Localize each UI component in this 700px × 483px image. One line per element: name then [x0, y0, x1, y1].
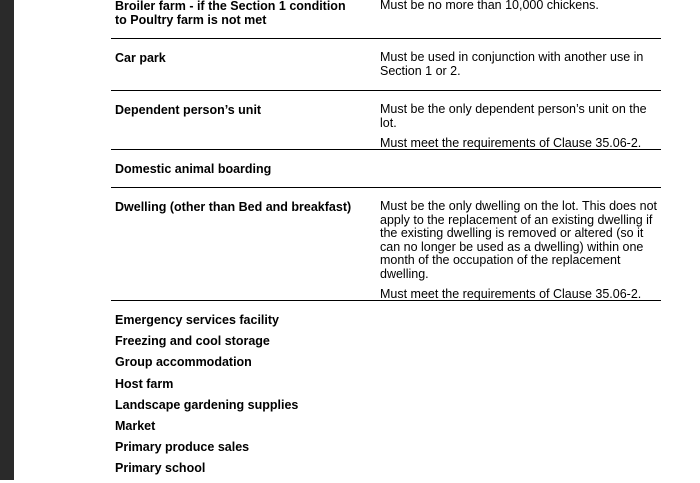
condition-text: Must meet the requirements of Clause 35.06-2.: [380, 287, 642, 301]
list-item: Freezing and cool storage: [115, 334, 270, 349]
use-name-broiler-farm: Broiler farm - if the Section 1 condition to Poultry farm is not met: [115, 0, 346, 27]
window-left-edge: [0, 0, 14, 480]
conditions-broiler-farm: [380, 0, 662, 20]
document-page: [14, 0, 700, 480]
list-item: Landscape gardening supplies: [115, 397, 299, 412]
use-name-domestic-animal-boarding: Domestic animal boarding: [115, 162, 272, 176]
list-item: Group accommodation: [115, 355, 252, 370]
condition-text: Must be the only dwelling on the lot. This does not apply to the replacement of an existing dwelling if the existing dwelling is removed or altered (so it can no longer be used as a dwelling) within one month of the occupation of the replacement dwelling.: [380, 199, 658, 281]
conditions-car-park: [380, 51, 662, 85]
conditions-dwelling: [380, 200, 660, 309]
list-item: Emergency services facility: [115, 313, 279, 327]
table-row-divider: [111, 38, 661, 39]
use-name-dependent-persons-unit: Dependent person’s unit: [115, 103, 262, 117]
condition-text: Must be used in conjunction with another use in Section 1 or 2.: [380, 50, 644, 78]
condition-text: Must meet the requirements of Clause 35.06-2.: [380, 136, 642, 150]
list-item: Market: [115, 418, 156, 433]
list-item: Primary produce sales: [115, 440, 250, 455]
table-row-divider: [111, 187, 661, 188]
use-name-dwelling: Dwelling (other than Bed and breakfast): [115, 200, 352, 214]
list-item: Host farm: [115, 376, 174, 391]
table-row-divider: [111, 300, 661, 301]
use-name-car-park: Car park: [115, 51, 166, 65]
table-row-divider: [111, 90, 661, 91]
condition-text: Must be no more than 10,000 chickens.: [380, 0, 599, 12]
condition-text: Must be the only dependent person’s unit on the lot.: [380, 102, 647, 130]
list-item: Primary school: [115, 461, 206, 476]
table-row-divider: [111, 149, 661, 150]
unconditioned-uses-list: [115, 313, 415, 483]
